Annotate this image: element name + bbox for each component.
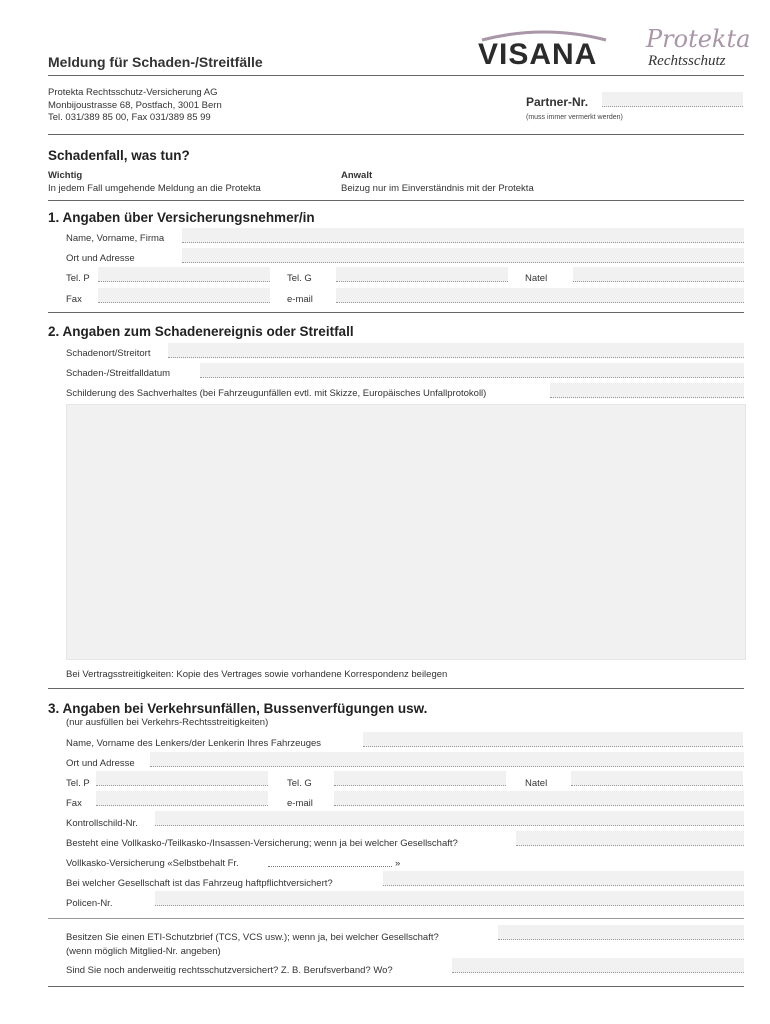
name-label: Name, Vorname, Firma [66,233,165,244]
divider [48,75,744,76]
other-insurance-field[interactable] [452,958,744,973]
protekta-logo: Protekta [646,25,751,53]
deductible-close: » [395,858,401,869]
driver-tel-g-label: Tel. G [287,778,312,789]
email-label: e-mail [287,294,313,305]
important-text: In jedem Fall umgehende Meldung an die Protekta [48,182,261,194]
driver-natel-label: Natel [525,778,548,789]
policy-label: Policen-Nr. [66,898,113,909]
liability-label: Bei welcher Gesellschaft ist das Fahrzeug haftpflichtversichert? [66,878,333,889]
intro-lawyer [341,170,534,195]
divider [48,918,744,919]
driver-tel-p-label: Tel. P [66,778,90,789]
contract-note: Bei Vertragsstreitigkeiten: Kopie des Vertrages sowie vorhandene Korrespondenz beilegen [66,669,448,680]
liability-field[interactable] [383,871,744,886]
address-field[interactable] [182,248,744,263]
driver-tel-g-field[interactable] [334,771,506,786]
fax-field[interactable] [98,288,270,303]
partner-number-note: (muss immer vermerkt werden) [526,114,623,121]
driver-fax-field[interactable] [96,791,268,806]
address-line-2: Monbijoustrasse 68, Postfach, 3001 Bern [48,99,222,111]
intro-important [48,170,261,195]
policy-field[interactable] [155,891,744,906]
intro-heading: Schadenfall, was tun? [48,148,190,163]
section-3-subheading: (nur ausfüllen bei Verkehrs-Rechtsstreitigkeiten) [66,717,269,728]
description-textarea[interactable] [66,404,746,660]
driver-fax-label: Fax [66,798,82,809]
tel-p-label: Tel. P [66,273,90,284]
date-field[interactable] [200,363,744,378]
driver-email-label: e-mail [287,798,313,809]
lawyer-title: Anwalt [341,170,373,181]
tel-g-field[interactable] [336,267,508,282]
date-label: Schaden-/Streitfalldatum [66,368,171,379]
section-1-heading: 1. Angaben über Versicherungsnehmer/in [48,210,315,225]
name-field[interactable] [182,228,744,243]
plate-label: Kontrollschild-Nr. [66,818,138,829]
important-title: Wichtig [48,170,83,181]
deductible-field[interactable] [268,852,392,867]
lawyer-text: Beizug nur im Einverständnis mit der Protekta [341,182,534,194]
other-insurance-label: Sind Sie noch anderweitig rechtsschutzversichert? Z. B. Berufsverband? Wo? [66,965,393,976]
divider [48,688,744,689]
driver-address-label: Ort und Adresse [66,758,135,769]
place-field[interactable] [168,343,744,358]
visana-wordmark: VISANA [478,38,598,71]
address-line-3: Tel. 031/389 85 00, Fax 031/389 85 99 [48,112,211,123]
place-label: Schadenort/Streitort [66,348,151,359]
driver-natel-field[interactable] [571,771,743,786]
natel-field[interactable] [573,267,744,282]
divider [48,986,744,987]
driver-address-field[interactable] [150,752,744,767]
eti-note: (wenn möglich Mitglied-Nr. angeben) [66,946,221,957]
section-2-heading: 2. Angaben zum Schadenereignis oder Streitfall [48,324,354,339]
eti-label: Besitzen Sie einen ETI-Schutzbrief (TCS, VCS usw.); wenn ja, bei welcher Gesellschaft? [66,932,439,943]
description-line-field[interactable] [550,383,744,398]
kasko-field[interactable] [516,831,744,846]
page-title: Meldung für Schaden-/Streitfälle [48,54,263,70]
deductible-label: Vollkasko-Versicherung «Selbstbehalt Fr. [66,858,239,869]
natel-label: Natel [525,273,548,284]
partner-number-field[interactable] [602,92,743,107]
divider [48,134,744,135]
tel-g-label: Tel. G [287,273,312,284]
address-line-1: Protekta Rechtsschutz-Versicherung AG [48,87,218,98]
driver-tel-p-field[interactable] [96,771,268,786]
visana-logo [478,28,610,72]
plate-field[interactable] [155,811,744,826]
divider [48,200,744,201]
email-field[interactable] [336,288,744,303]
driver-email-field[interactable] [334,791,744,806]
address-label: Ort und Adresse [66,253,135,264]
kasko-label: Besteht eine Vollkasko-/Teilkasko-/Insassen-Versicherung; wenn ja bei welcher Gesellschaft? [66,838,458,849]
driver-label: Name, Vorname des Lenkers/der Lenkerin Ihres Fahrzeuges [66,738,322,749]
driver-field[interactable] [363,732,743,747]
fax-label: Fax [66,294,82,305]
description-label: Schilderung des Sachverhaltes (bei Fahrzeugunfällen evtl. mit Skizze, Europäisches Unfallprotokoll) [66,388,487,399]
protekta-subtitle: Rechtsschutz [648,53,726,69]
partner-number-label: Partner-Nr. [526,95,589,109]
section-3-heading: 3. Angaben bei Verkehrsunfällen, Bussenverfügungen usw. [48,701,428,716]
insurer-address [48,87,222,125]
tel-p-field[interactable] [98,267,270,282]
eti-field[interactable] [498,925,744,940]
divider [48,312,744,313]
